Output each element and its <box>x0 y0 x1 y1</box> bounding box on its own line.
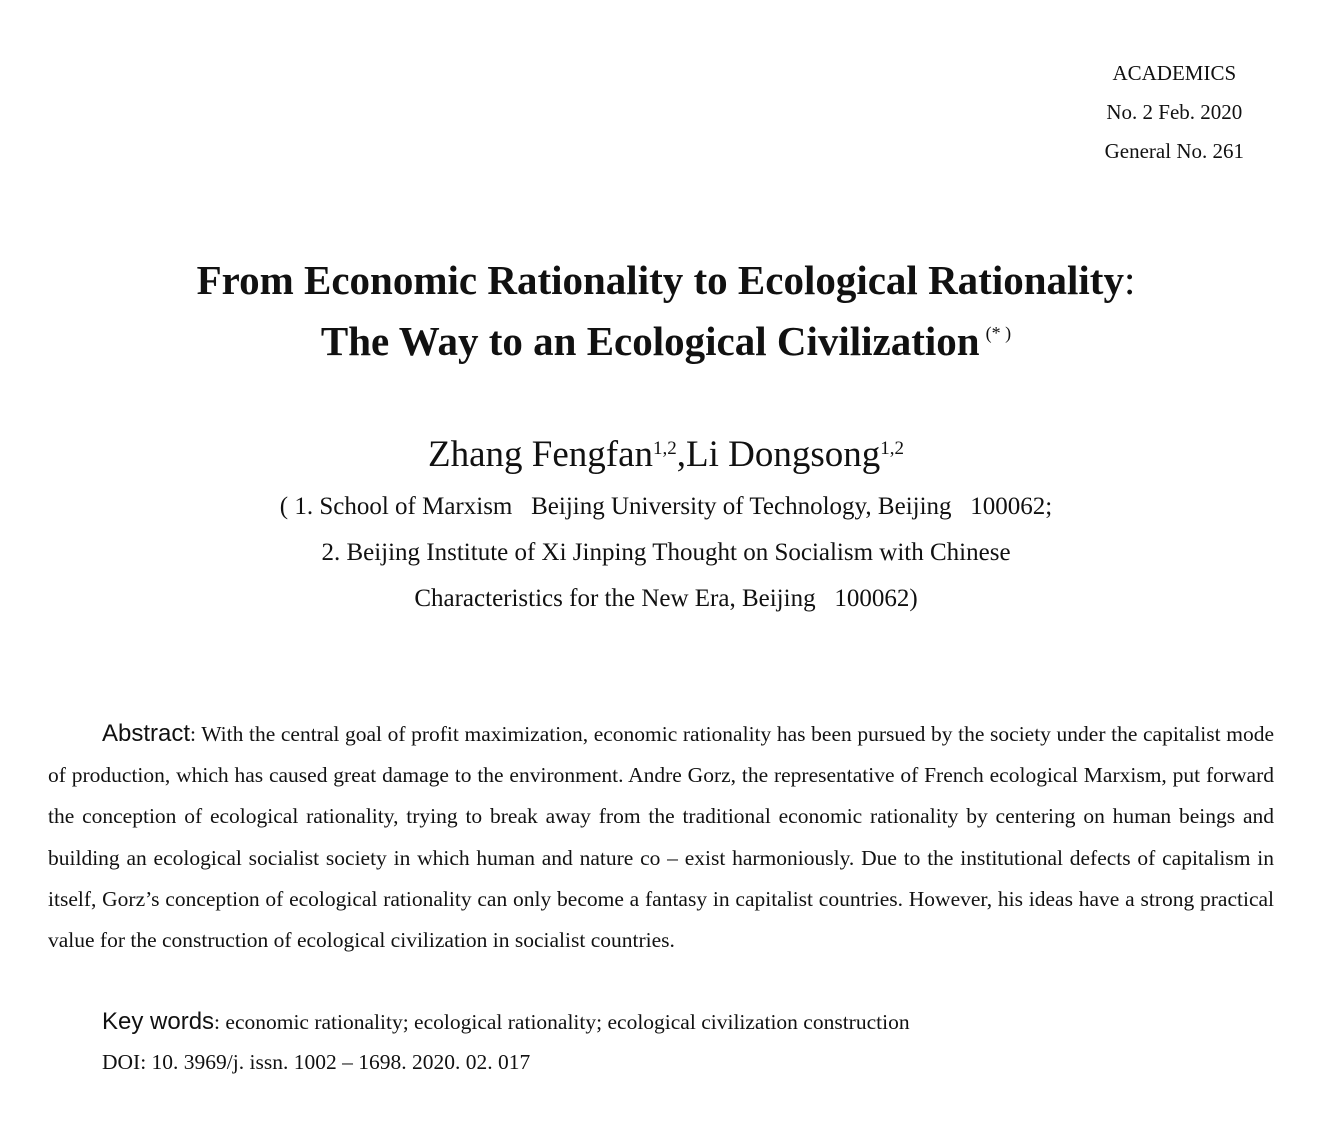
abstract-text: : With the central goal of profit maximization, economic rationality has been pursued by the society under the capitalist mode of production, which has caused great damage to the environment. Andre Gorz, the representative of French ecological Marxism, put forward the conception of ecological rationality, trying to break away from the traditional economic rationality by centering on human beings and building an ecological socialist society in which human and nature co – exist harmoniously. Due to the institutional defects of capitalism in itself, Gorz’s conception of ecological rationality can only become a fantasy in capitalist countries. However, his ideas have a strong practical value for the construction of ecological civilization in socialist countries. <box>48 722 1274 953</box>
paper-title <box>0 250 1332 372</box>
title-footnote-marker: (* ) <box>985 323 1012 343</box>
author-name: Li Dongsong <box>686 434 881 475</box>
affiliations <box>0 484 1332 622</box>
abstract <box>48 713 1274 961</box>
author-affiliation-marker: 1,2 <box>653 438 677 459</box>
doi: DOI: 10. 3969/j. issn. 1002 – 1698. 2020. 02. 017 <box>102 1050 531 1074</box>
affiliation-line: ( 1. School of Marxism Beijing University of Technology, Beijing 100062; <box>279 493 1053 520</box>
author-affiliation-marker: 1,2 <box>880 438 905 459</box>
journal-issue: No. 2 Feb. 2020 <box>1106 100 1243 124</box>
keywords <box>102 1001 1282 1043</box>
keywords-label: Key words <box>102 1008 215 1035</box>
affiliation-line: Characteristics for the New Era, Beijing 100062) <box>414 585 918 612</box>
author-name: Zhang Fengfan <box>427 434 654 475</box>
affiliation-line: 2. Beijing Institute of Xi Jinping Thought on Socialism with Chinese <box>321 539 1011 566</box>
author-list <box>0 428 1332 482</box>
keywords-text: : economic rationality; ecological rationality; ecological civilization construction <box>214 1010 910 1034</box>
journal-name: ACADEMICS <box>1112 61 1237 85</box>
author-separator: , <box>676 434 687 475</box>
abstract-label: Abstract <box>102 720 191 747</box>
title-line-1 <box>0 250 1332 311</box>
title-colon: : <box>1123 257 1136 303</box>
title-line-2 <box>0 311 1332 372</box>
journal-header <box>1105 54 1244 171</box>
title-line-2-text: The Way to an Ecological Civilization <box>320 318 980 364</box>
title-line-1-text: From Economic Rationality to Ecological Rationality <box>196 257 1124 303</box>
journal-general-number: General No. 261 <box>1104 139 1244 163</box>
